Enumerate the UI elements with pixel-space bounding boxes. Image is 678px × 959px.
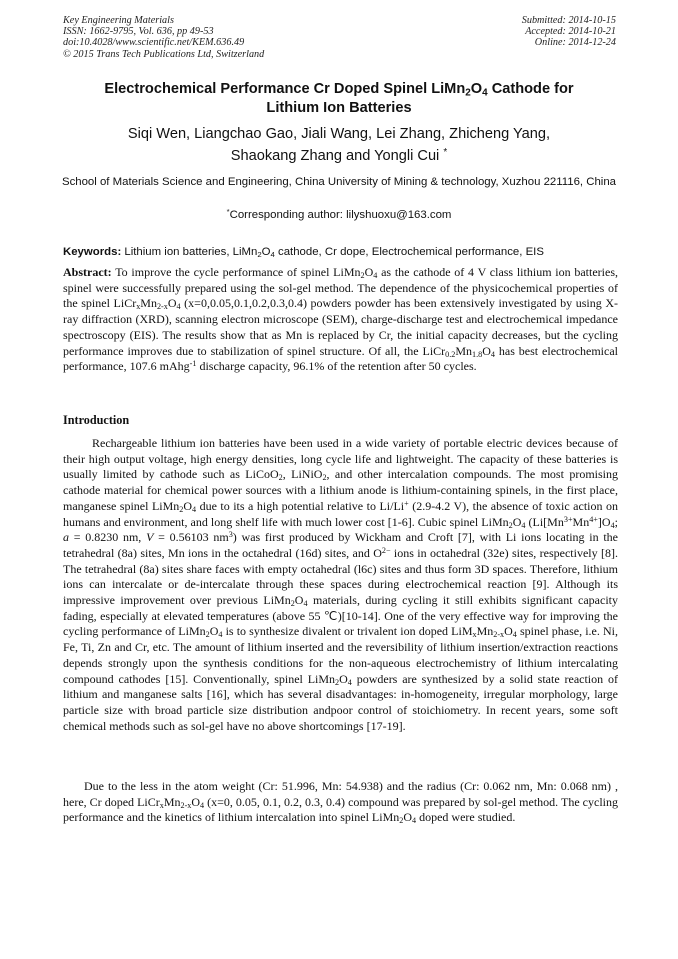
introduction-paragraph-2: Due to the less in the atom weight (Cr: 51.996, Mn: 54.938) and the radius (Cr: 0.062 nm, Mn: 0.068 nm) , here, Cr doped $LiCr_xMn_{2-x}O_4$ (x=0, 0.05, 0.1, 0.2, 0.3, 0.4) compound was prepared by sol-gel method. The cycling performance and the kinetics of lithium intercalation into spinel $LiMn_2O_4$ doped were studied. — [63, 779, 619, 826]
author-list: Siqi Wen, Liangchao Gao, Jiali Wang, Lei Zhang, Zhicheng Yang, Shaokang Zhang and Yongli Cui * — [127, 126, 551, 164]
doi-line: doi:10.4028/www.scientific.net/KEM.636.49 — [63, 37, 245, 49]
introduction-paragraph-1: Rechargeable lithium ion batteries have been used in a wide variety of portable electric devices because of their high output voltage, high energy densities, long cycle life and lightweight. The capacity of these batteries is usually limited by cathode such as LiCoO$_2$, LiNiO$_2$, and other intercalation compounds. The most promising cathode material for chemical power sources with a lithium anode is lithium-containing spinels, in the first place, manganese spinel $LiMn_2O_4$ due to its a high potential relative to Li/Li+ (2.9-4.2 V), the absence of toxic action on humans and environment, and long shelf life with much lower cost [1-6]. Cubic spinel $LiMn_2O_4$ ($Li[Mn^{3+}Mn^{4+}]O_4$; a = 0.8230 nm, V = 0.56103 $nm^3$) was first produced by Wickham and Croft [7], with Li ions locating in the tetrahedral (8a) sites, Mn ions in the octahedral (16d) sites, and $O^{2-}$ ions in octahedral (32e) sites, respectively [8]. The tetrahedral (8a) sites share faces with empty octahedral (l6c) sites and thus form 3D spaces. Therefore, lithium ions can intercalate or de-intercalate through these spaces during electrochemical reaction [9]. Although its impressive improvement over previous $LiMn_2O_4$ materials, during cycling it still exhibits significant capacity fading, especially at elevated temperatures (above 55 ℃)[10-14]. One of the very effective way for improving the cycling performance of $LiMn_2O_4$ is to synthesize divalent or trivalent ion doped $LiM_xMn_{2-x}O_4$ spinel phase, i.e. Ni, Fe, Ti, Zn and Cr, etc. The amount of lithium inserted and the reversibility of lithium insertion/extraction reactions depends strongly upon the synthesis conditions for the non-aqueous electrochemistry of lithium intercalating compound cathodes [15]. Conventionally, spinel $LiMn_2O_4$ powders are synthesized by a solid state reaction of lithium and manganese salts [16], which has several disadvantages: in-homogeneity, irregular morphology, large particle size with broad particle size distribution andpoor control of stoichiometry. In recent years, some soft chemical methods such as sol-gel have no above shortcomings [17-19]. — [63, 436, 618, 733]
journal-name: Key Engineering Materials — [63, 15, 174, 26]
introduction-heading: Introduction — [63, 413, 130, 427]
corresponding-author: *Corresponding author: lilyshuoxu@163.com — [226, 207, 452, 221]
copyright-line: © 2015 Trans Tech Publications Ltd, Switzerland — [63, 48, 265, 60]
abstract-label: Abstract: — [63, 265, 112, 279]
keywords: Keywords: Lithium ion batteries, $LiMn_2O_4$ cathode, Cr dope, Electrochemical performance, EIS — [63, 246, 544, 259]
issn-line: ISSN: 1662-9795, Vol. 636, pp 49-53 — [63, 26, 214, 38]
keywords-label: Keywords: — [63, 246, 122, 258]
affiliation: School of Materials Science and Engineering, China University of Mining & technology, Xuzhou 221116, China — [61, 176, 617, 188]
corresponding-author-mark: * — [443, 146, 448, 158]
paper-title: Electrochemical Performance Cr Doped Spinel $LiMn_2O_4$ Cathode for Lithium Ion Batteries — [104, 81, 574, 116]
abstract: Abstract: To improve the cycle performance of spinel $LiMn_2O_4$ as the cathode of 4 V class lithium ion batteries, spinel were successfully prepared using the sol-gel method. The dependence of the physicochemical properties of the spinel $LiCr_xMn_{2-x}O_4$ (x=0,0.05,0.1,0.2,0.3,0.4) powders powder has been extensively investigated by using X-ray diffraction (XRD), scanning electron microscope (SEM), charge-discharge test and electrochemical impedance spectroscopy (EIS). The results show that as Mn is replaced by Cr, the initial capacity decreases, but the cycling performance improves due to stabilization of spinel structure. Of all, the $LiCr_{0.2}Mn_{1.8}O_4$ has best electrochemical performance, 107.6 mAhg$^{-1}$ discharge capacity, 96.1% of the retention after 50 cycles. — [63, 265, 619, 374]
journal-header — [63, 15, 264, 60]
dates-header — [522, 15, 616, 49]
accepted-date: Accepted: 2014-10-21 — [525, 26, 616, 38]
online-date: Online: 2014-12-24 — [534, 37, 616, 49]
submitted-date: Submitted: 2014-10-15 — [521, 15, 616, 26]
